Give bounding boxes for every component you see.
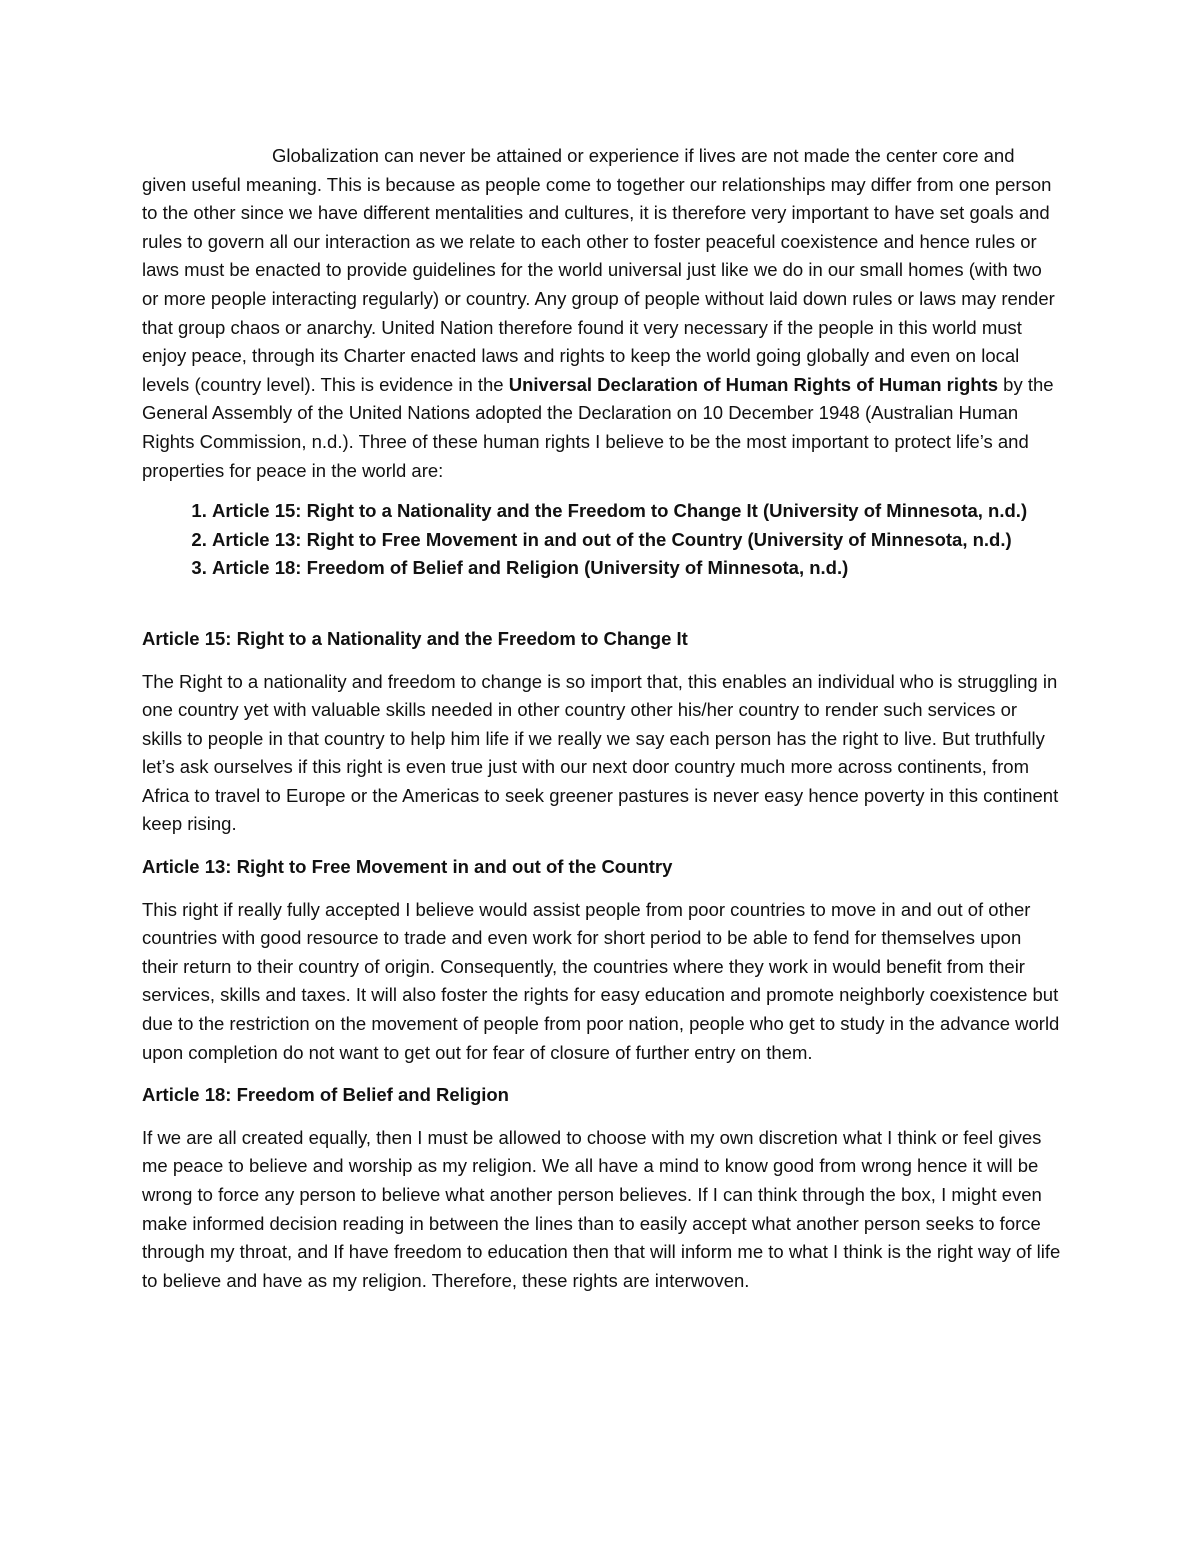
intro-text-part1: Globalization can never be attained or experience if lives are not made the center core and given useful meaning. This is because as people come to together our relationships may differ from one person to the other since we have different mentalities and cultures, it is therefore very important to have set goals and rules to govern all our interaction as we relate to each other to foster peaceful coexistence and hence rules or laws must be enacted to provide guidelines for the world universal just like we do in our small homes (with two or more people interacting regularly) or country. Any group of people without laid down rules or laws may render that group chaos or anarchy. United Nation therefore found it very necessary if the people in this world must enjoy peace, through its Charter enacted laws and rights to keep the world going globally and even on local levels (country level). This is evidence in the <box>142 145 1055 395</box>
list-item: 3. Article 18: Freedom of Belief and Religion (University of Minnesota, n.d.) <box>212 554 1062 583</box>
section-body-article-15: The Right to a nationality and freedom to change is so import that, this enables an individual who is struggling in one country yet with valuable skills needed in other country other his/her country to render such services or skills to people in that country to help him life if we really we say each person has the right to live. But truthfully let’s ask ourselves if this right is even true just with our next door country much more across continents, from Africa to travel to Europe or the Americas to seek greener pastures is never easy hence poverty in this continent keep rising. <box>142 670 1059 835</box>
section-heading-article-15: Article 15: Right to a Nationality and the Freedom to Change It <box>142 627 688 649</box>
intro-paragraph <box>142 142 1062 485</box>
list-item: 2. Article 13: Right to Free Movement in and out of the Country (University of Minnesota, n.d.) <box>212 526 1062 555</box>
section-heading-article-13: Article 13: Right to Free Movement in and out of the Country <box>142 856 673 878</box>
section-body-article-13: This right if really fully accepted I believe would assist people from poor countries to move in and out of other countries with good resource to trade and even work for short period to be able to fend for themselves upon their return to their country of origin. Consequently, the countries where they work in would benefit from their services, skills and taxes. It will also foster the rights for easy education and promote neighborly coexistence but due to the restriction on the movement of people from poor nation, people who get to study in the advance world upon completion do not want to get out for fear of closure of further entry on them. <box>142 898 1060 1063</box>
document-page <box>142 136 1062 1295</box>
articles-list <box>142 497 1062 583</box>
intro-text-part2: by the General Assembly of the United Nations adopted the Declaration on 10 December 1948 (Australian Human Rights Commission, n.d.). Three of these human rights I believe to be the most important to protect life’s and properties for peace in the world are: <box>142 373 1054 481</box>
list-item: 1. Article 15: Right to a Nationality and the Freedom to Change It (University of Minnesota, n.d.) <box>212 497 1062 526</box>
intro-bold-title: Universal Declaration of Human Rights of Human rights <box>508 373 999 395</box>
section-heading-article-18: Article 18: Freedom of Belief and Religion <box>142 1084 509 1106</box>
section-body-article-18: If we are all created equally, then I must be allowed to choose with my own discretion what I think or feel gives me peace to believe and worship as my religion. We all have a mind to know good from wrong hence it will be wrong to force any person to believe what another person believes. If I can think through the box, I might even make informed decision reading in between the lines than to easily accept what another person seeks to force through my throat, and If have freedom to education then that will inform me to what I think is the right way of life to believe and have as my religion. Therefore, these rights are interwoven. <box>142 1126 1061 1291</box>
